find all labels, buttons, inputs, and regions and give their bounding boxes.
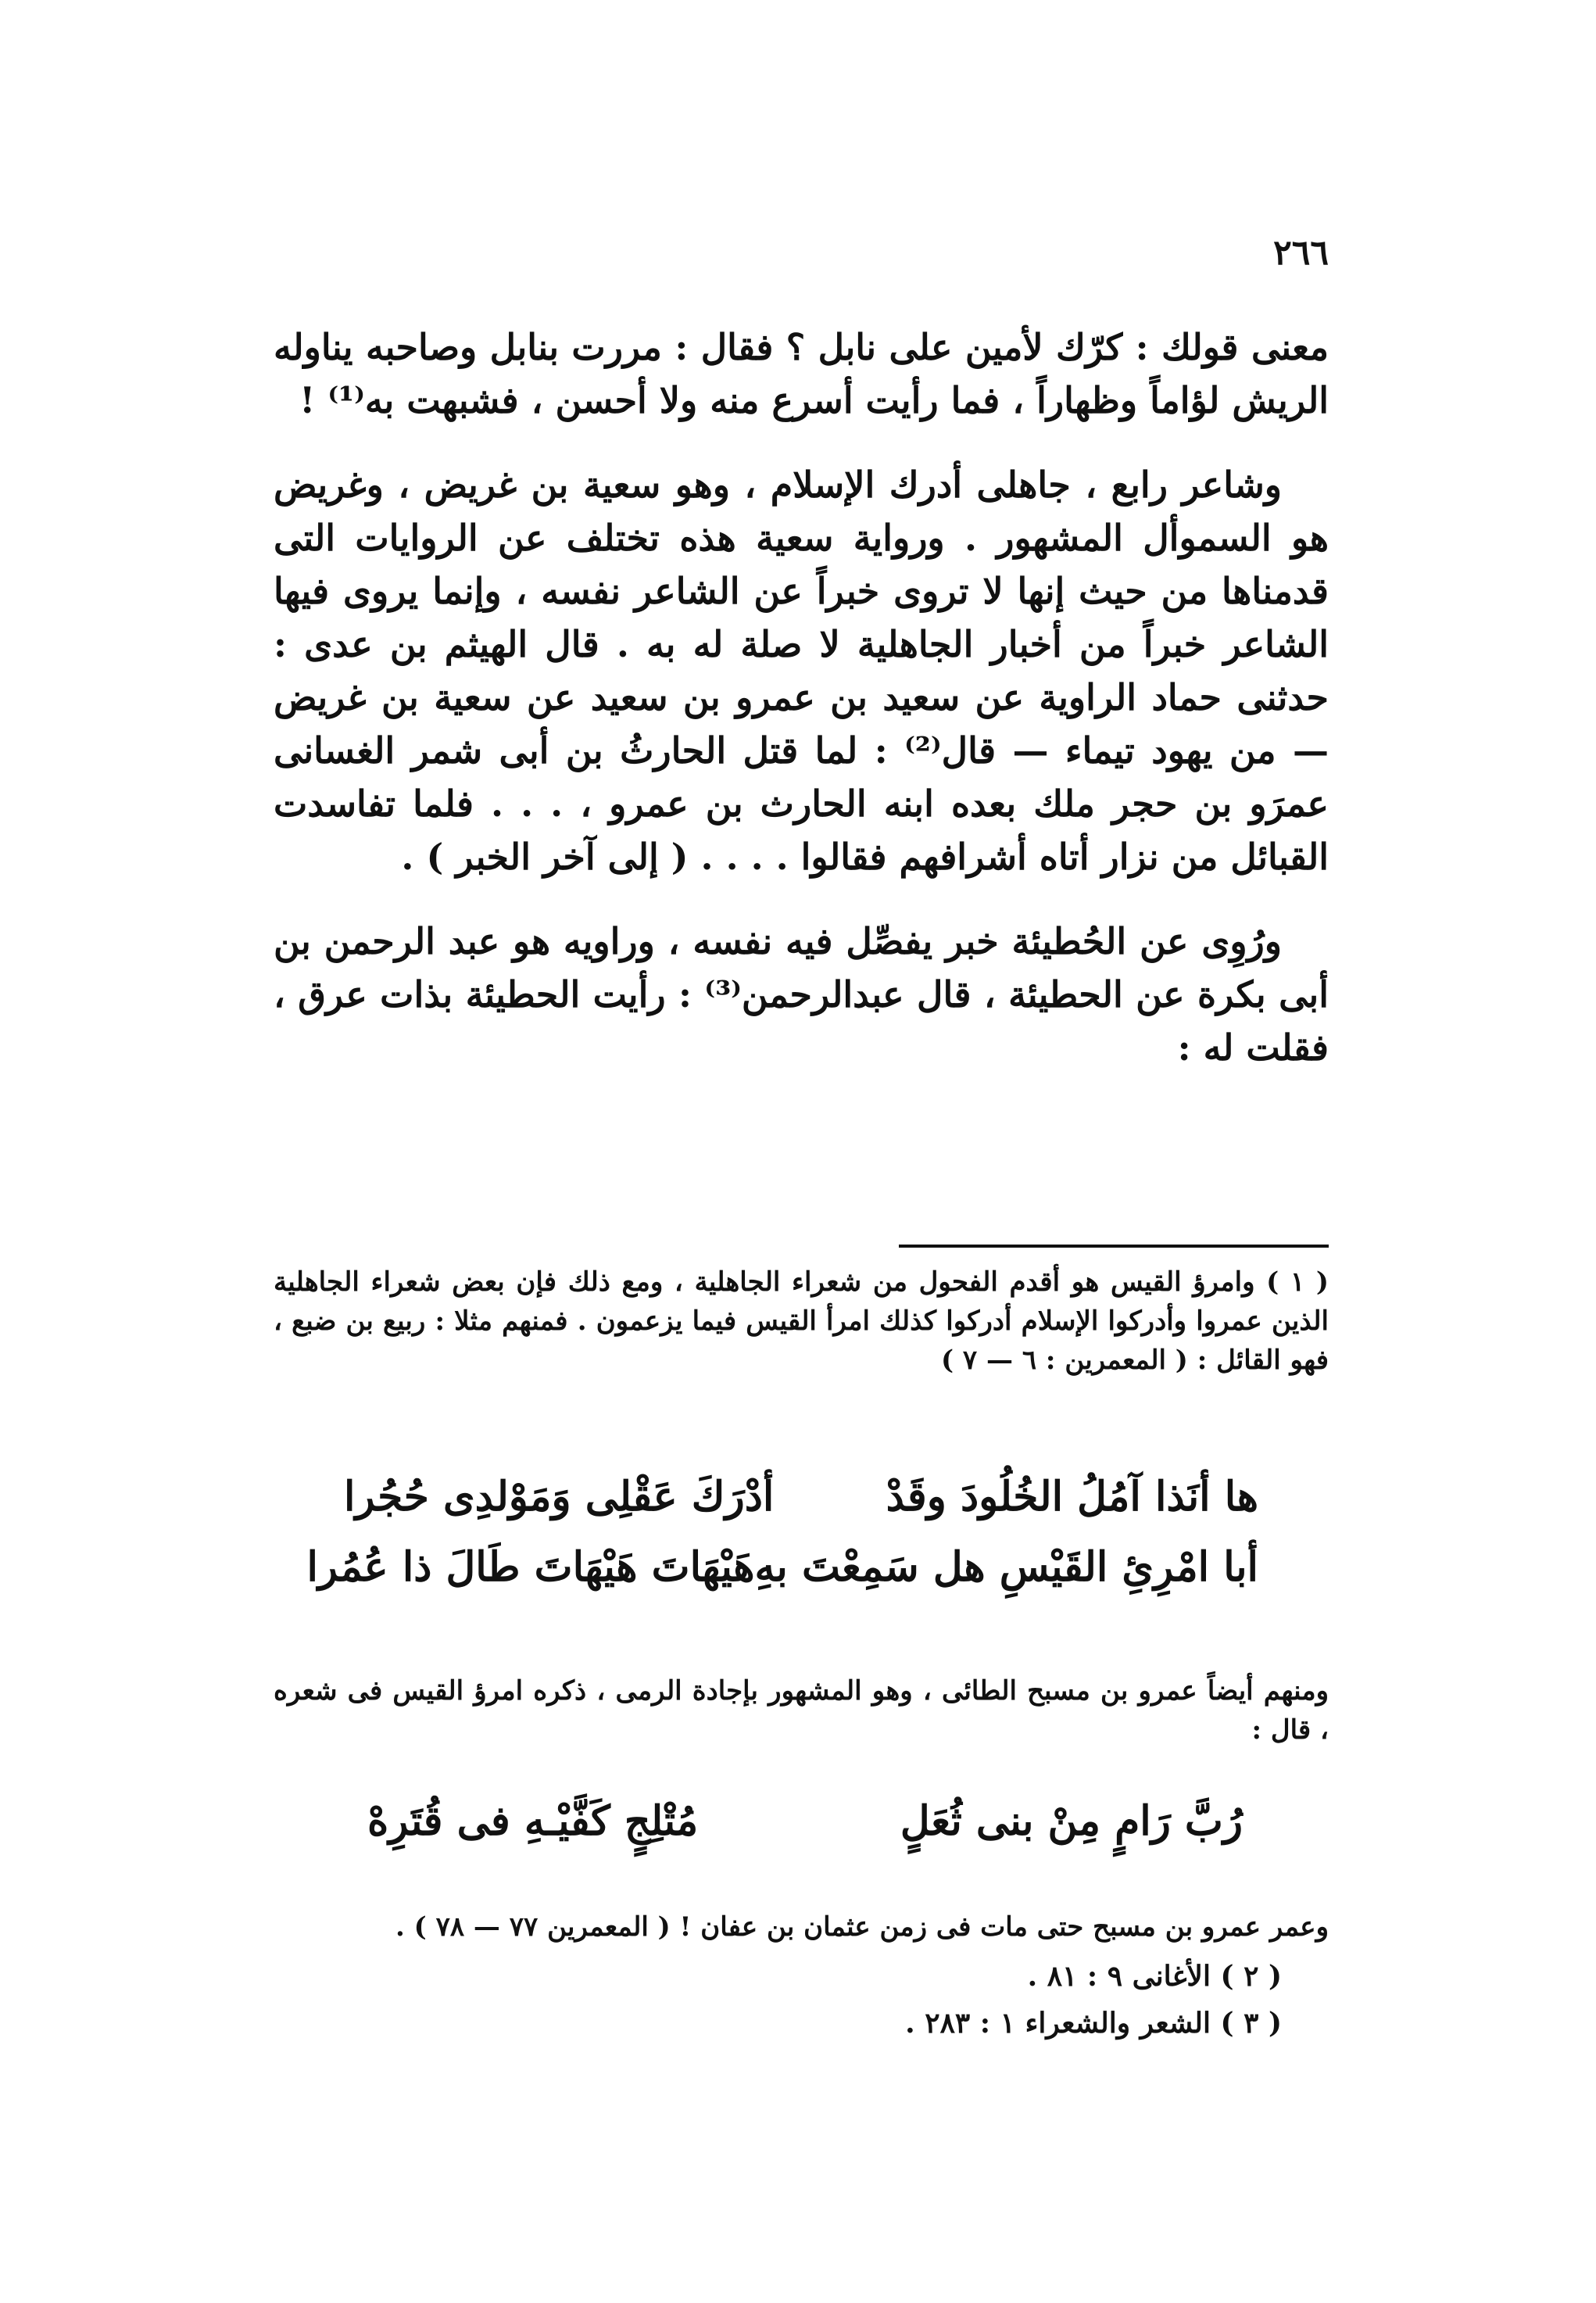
verse-hemistich: ها أنَذا آمُلُ الخُلُودَ وقَدْ	[886, 1473, 1258, 1520]
verse-hemistich: رُبَّ رَامٍ مِنْ بنى ثُعَلٍ	[900, 1797, 1243, 1845]
verse-line-3	[367, 1786, 1243, 1857]
footnote-divider	[899, 1245, 1329, 1248]
verse-block-2	[367, 1786, 1243, 1857]
verse-hemistich: أدْرَكَ عَقْلِى وَمَوْلدِى حُجُرا	[344, 1473, 775, 1520]
footnote-1-end: وعمر عمرو بن مسبح حتى مات فى زمن عثمان بن عفان ! ( المعمرين ٧٧ — ٧٨ ) .	[395, 1911, 1329, 1943]
verse-line-2	[306, 1532, 1258, 1603]
verse-hemistich: هَيْهَاتَ هَيْهَاتَ طَالَ ذا عُمُرا	[306, 1543, 755, 1591]
paragraph-3: ورُوِى عن الحُطيئة خبر يفصِّل فيه نفسه ، وراويه هو عبد الرحمن بن أبى بكرة عن الحطيئة ، قال عبدالرحمن⁽³⁾ : رأيت الحطيئة بذات عرق ، فقلت له :	[274, 920, 1329, 1069]
verse-hemistich: مُتْلِجٍ كَفَّيْـهِ فى قُتَرِهْ	[367, 1797, 699, 1845]
footnote-list	[703, 1953, 1282, 2047]
verse-block-1	[306, 1462, 1258, 1603]
page-number: ٢٦٦	[1273, 233, 1329, 273]
footnote-1-continuation: ومنهم أيضاً عمرو بن مسبح الطائى ، وهو المشهور بإجادة الرمى ، ذكره امرؤ القيس فى شعره ، قال :	[274, 1675, 1329, 1746]
footnote-1	[274, 1263, 1329, 1380]
paragraph-2: وشاعر رابع ، جاهلى أدرك الإسلام ، وهو سعية بن غريض ، وغريض هو السموأل المشهور . ورواية سعية هذه تختلف عن الروايات التى قدمناها من حيث إنها لا تروى خبراً عن الشاعر نفسه ، وإنما يروى فيها الشاعر خبراً من أخبار الجاهلية لا صلة له به . قال الهيثم بن عدى : حدثنى حماد الراوية عن سعيد بن عمرو بن سعيد عن سعية بن غريض — من يهود تيماء — قال⁽²⁾ : لما قتل الحارثُ بن أبى شمر الغسانى عمرَو بن حجر ملك بعده ابنه الحارث بن عمرو ، . . . فلما تفاسدت القبائل من نزار أتاه أشرافهم فقالوا . . . . ( إلى آخر الخبر ) .	[274, 464, 1329, 878]
footnote-3: ( ٣ ) الشعر والشعراء ١ : ٢٨٣ .	[905, 2007, 1282, 2040]
main-text	[274, 321, 1329, 1105]
verse-line-1	[344, 1462, 1258, 1532]
footnote-2: ( ٢ ) الأغانى ٩ : ٨١ .	[1027, 1960, 1282, 1993]
paragraph-1: معنى قولك : كرّك لأمين على نابل ؟ فقال : مررت بنابل وصاحبه يناوله الريش لؤاماً وظهاراً ، فما رأيت أسرع منه ولا أحسن ، فشبهت به⁽¹⁾ !	[274, 326, 1329, 421]
verse-hemistich: أبا امْرِئِ القَيْسِ هل سَمِعْتَ بهِ	[754, 1543, 1258, 1591]
footnote-1-text: ( ١ ) وامرؤ القيس هو أقدم الفحول من شعراء الجاهلية ، ومع ذلك فإن بعض شعراء الجاهلية الذين عمروا وأدركوا الإسلام أدركوا كذلك امرأ القيس فيما يزعمون . فمنهم مثلا : ربيع بن ضبع ، فهو القائل : ( المعمرين : ٦ — ٧ )	[274, 1266, 1329, 1376]
